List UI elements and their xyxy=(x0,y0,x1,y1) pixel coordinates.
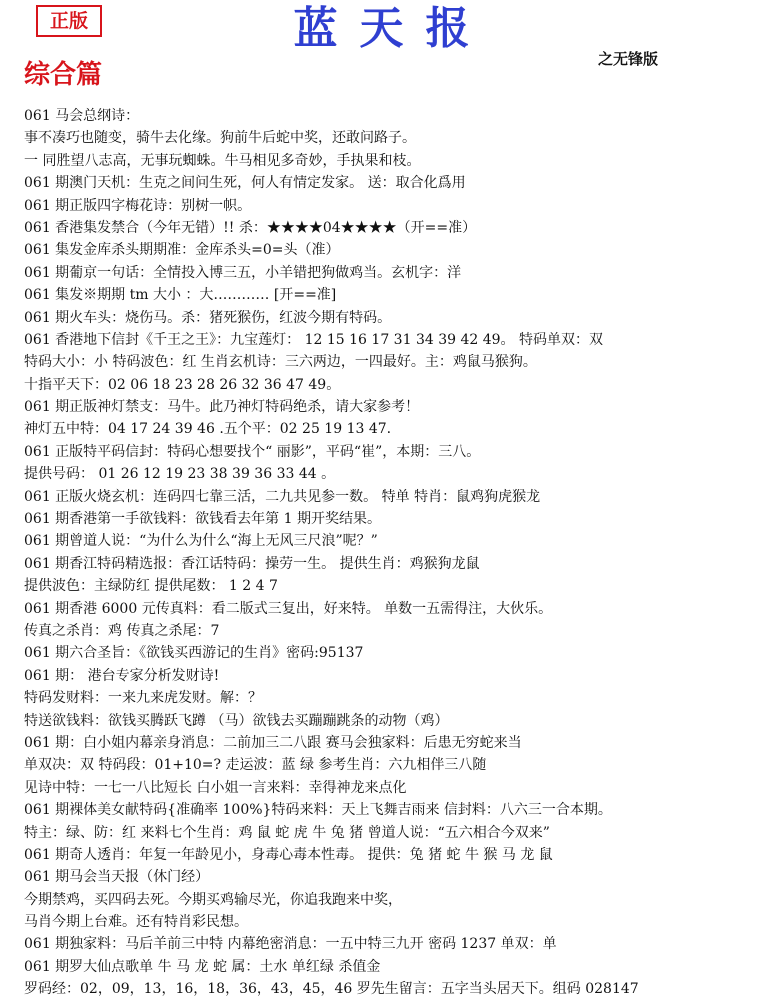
text-line: 提供波色：主绿防红 提供尾数： 1 2 4 7 xyxy=(24,578,278,595)
text-line: 061 期香江特码精选报：香江话特码：操劳一生。 提供生肖：鸡猴狗龙鼠 xyxy=(24,555,480,572)
text-line: 061 期罗大仙点歌单 牛 马 龙 蛇 属：土水 单红绿 杀值金 xyxy=(24,958,381,975)
edition-label: 之无锋版 xyxy=(598,50,659,68)
text-line: 特码发财料：一来九来虎发财。解：？ xyxy=(24,690,262,707)
text-line: 神灯五中特：04 17 24 39 46 .五个平：02 25 19 13 47. xyxy=(24,421,392,438)
text-line: 061 期独家料：马后羊前三中特 内幕绝密消息：一五中特三九开 密码 1237 单双：单 xyxy=(24,936,557,953)
text-line: 传真之杀肖：鸡 传真之杀尾：7 xyxy=(24,622,220,639)
text-line: 061 期葡京一句话：全情投入博三五，小羊错把狗做鸡当。玄机字：洋 xyxy=(24,264,462,281)
text-line: 061 期马会当天报（休门经） xyxy=(24,869,210,886)
text-line: 061 期： 港台专家分析发财诗! xyxy=(24,667,220,684)
text-line: 马肖今期上台难。还有特肖彩民想。 xyxy=(24,914,248,931)
text-line: 今期禁鸡，买四码去死。今期买鸡输尽光，你追我跑来中奖， xyxy=(24,891,402,908)
text-line: 特主：绿、防：红 来料七个生肖：鸡 鼠 蛇 虎 牛 兔 猪 曾道人说：“五六相合今双来” xyxy=(24,824,550,841)
text-line: 061 香港地下信封《千王之王》：九宝莲灯： 12 15 16 17 31 34 39 42 49。 特码单双：双 xyxy=(24,331,604,348)
text-line: 提供号码： 01 26 12 19 23 38 39 36 33 44 。 xyxy=(24,466,336,483)
text-line: 见诗中特：一七一八比短长 白小姐一言来料：幸得神龙来点化 xyxy=(24,779,407,796)
text-line: 特送欲钱料：欲钱买腾跃飞蹲 （马）欲钱去买蹦蹦跳条的动物（鸡） xyxy=(24,712,449,729)
text-line: 061 期火车头：烧伤马。杀：猪死猴伤，红波今期有特码。 xyxy=(24,309,392,326)
text-line: 061 期正版神灯禁支：马牛。此乃神灯特码绝杀，请大家参考！ xyxy=(24,399,420,416)
text-line: 061 集发金库杀头期期准：金库杀头=0=头（准） xyxy=(24,242,340,259)
text-line: 罗码经：02，09，13，16，18，36，43，45，46 罗先生留言：五字当头居天下。组码 028147 xyxy=(24,981,639,998)
text-line: 061 香港集发禁合（今年无错）!! 杀：★★★★04★★★★（开==准） xyxy=(24,219,477,236)
text-line: 061 期正版四字梅花诗：别树一帜。 xyxy=(24,197,252,214)
text-line: 特码大小：小 特码波色：红 生肖玄机诗：三六两边，一四最好。主：鸡鼠马猴狗。 xyxy=(24,354,537,371)
text-line: 十指平天下：02 06 18 23 28 26 32 36 47 49。 xyxy=(24,376,341,393)
text-line: 061 马会总纲诗： xyxy=(24,108,140,124)
text-line: 061 期香港第一手欲钱料：欲钱看去年第 1 期开奖结果。 xyxy=(24,511,381,528)
text-line: 061 正版火烧玄机：连码四七靠三活，二九共见参一数。 特单 特肖：鼠鸡狗虎猴龙 xyxy=(24,488,541,505)
text-line: 单双决：双 特码段：01+10=? 走运波：蓝 绿 参考生肖：六九相伴三八随 xyxy=(24,757,487,774)
text-line: 061 期香港 6000 元传真料：看二版式三复出，好来特。 单数一五需得注，大伙乐。 xyxy=(24,600,553,617)
text-line: 061 期奇人透肖：年复一年龄见小，身毒心毒本性毒。 提供：兔 猪 蛇 牛 猴 马 龙 鼠 xyxy=(24,846,553,863)
text-line: 061 期曾道人说：“为什么为什么“海上无风三尺浪”呢？” xyxy=(24,533,378,550)
text-line: 一 同胜望八志高，无事玩蜘蛛。牛马相见多奇妙，手执果和枝。 xyxy=(24,152,421,169)
text-line: 061 期：白小姐内幕亲身消息：二前加三二八跟 赛马会独家料：后患无穷蛇来当 xyxy=(24,734,522,751)
content-lines xyxy=(24,105,759,1001)
text-line: 061 期六合圣旨：《欲钱买西游记的生肖》密码:95137 xyxy=(24,645,364,662)
text-line: 事不凑巧也随变，骑牛去化缘。狗前牛后蛇中奖，还敢问路子。 xyxy=(24,130,416,147)
genuine-stamp: 正版 xyxy=(36,5,102,37)
text-line: 061 期澳门天机：生克之间问生死，何人有情定发家。 送：取合化爲用 xyxy=(24,175,466,192)
text-line: 061 期裸体美女献特码{准确率 100%}特码来料：天上飞舞吉雨来 信封料：八六三一合本期。 xyxy=(24,802,612,819)
section-title: 综合篇 xyxy=(24,60,103,90)
text-line: 061 正版特平码信封：特码心想要找个“ 丽影”，平码“崔”，本期：三八。 xyxy=(24,443,481,460)
masthead-title: 蓝天报 xyxy=(293,3,492,54)
text-line: 061 集发※期期 tm 大小 ：大………… [开==准] xyxy=(24,287,337,304)
